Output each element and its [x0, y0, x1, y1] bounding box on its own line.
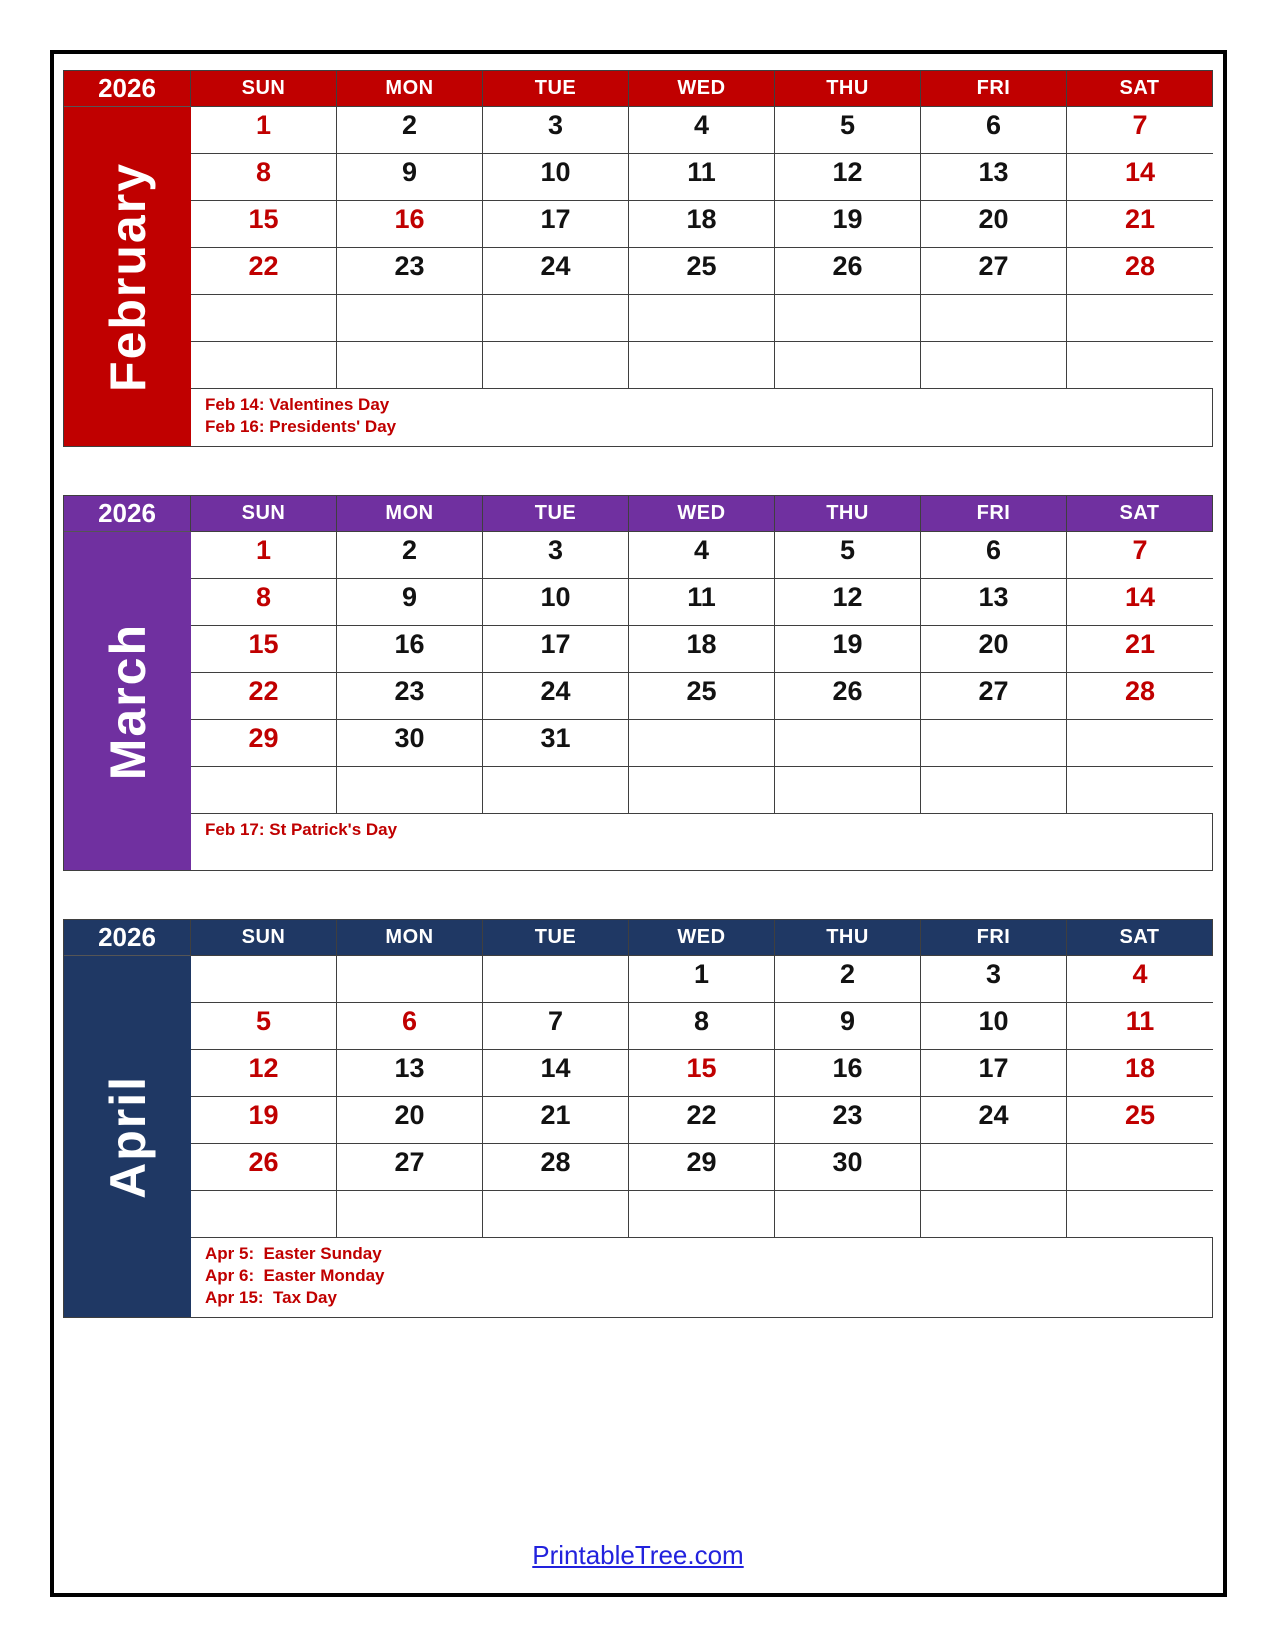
date-cell-empty [483, 767, 629, 814]
day-header-wed: WED [629, 920, 775, 956]
date-cell-empty [921, 720, 1067, 767]
date-cell-empty [775, 720, 921, 767]
day-header-sun: SUN [191, 496, 337, 532]
year-label: 2026 [64, 496, 191, 532]
date-cell-11: 11 [1067, 1003, 1213, 1050]
date-cell-empty [775, 767, 921, 814]
date-cell-2: 2 [775, 956, 921, 1003]
date-cell-empty [1067, 295, 1213, 342]
day-header-thu: THU [775, 71, 921, 107]
date-cell-15: 15 [191, 626, 337, 673]
date-cell-12: 12 [775, 154, 921, 201]
date-cell-14: 14 [1067, 154, 1213, 201]
date-cell-28: 28 [1067, 248, 1213, 295]
date-cell-25: 25 [629, 673, 775, 720]
date-cell-empty [337, 956, 483, 1003]
date-cell-empty [191, 767, 337, 814]
month-sidebar [64, 107, 191, 446]
date-cell-6: 6 [337, 1003, 483, 1050]
date-cell-8: 8 [191, 579, 337, 626]
printabletree-link[interactable]: PrintableTree.com [532, 1540, 744, 1570]
day-header-sat: SAT [1067, 920, 1213, 956]
date-cell-26: 26 [775, 248, 921, 295]
date-cell-3: 3 [483, 107, 629, 154]
date-cell-empty [483, 956, 629, 1003]
date-cell-19: 19 [775, 626, 921, 673]
march-calendar [63, 495, 1213, 871]
date-cell-1: 1 [629, 956, 775, 1003]
date-cell-empty [775, 1191, 921, 1238]
date-cell-22: 22 [191, 248, 337, 295]
date-cell-18: 18 [629, 201, 775, 248]
day-header-tue: TUE [483, 496, 629, 532]
date-cell-10: 10 [483, 154, 629, 201]
date-cell-19: 19 [775, 201, 921, 248]
date-cell-16: 16 [775, 1050, 921, 1097]
date-cell-25: 25 [629, 248, 775, 295]
month-name-label: February [99, 161, 156, 392]
date-cell-30: 30 [775, 1144, 921, 1191]
date-cell-empty [629, 767, 775, 814]
date-cell-7: 7 [1067, 532, 1213, 579]
holiday-note: Apr 15: Tax Day [205, 1288, 337, 1308]
month-name-label: April [99, 1074, 156, 1199]
day-header-tue: TUE [483, 920, 629, 956]
date-cell-2: 2 [337, 107, 483, 154]
date-cell-20: 20 [921, 626, 1067, 673]
date-cell-empty [629, 342, 775, 389]
day-header-mon: MON [337, 496, 483, 532]
date-cell-5: 5 [775, 532, 921, 579]
date-cell-24: 24 [483, 248, 629, 295]
date-cell-18: 18 [1067, 1050, 1213, 1097]
date-cell-empty [483, 1191, 629, 1238]
date-cell-empty [337, 767, 483, 814]
date-cell-28: 28 [483, 1144, 629, 1191]
date-cell-22: 22 [191, 673, 337, 720]
date-cell-4: 4 [629, 532, 775, 579]
date-cell-empty [921, 295, 1067, 342]
date-cell-3: 3 [483, 532, 629, 579]
day-header-sun: SUN [191, 71, 337, 107]
date-cell-6: 6 [921, 532, 1067, 579]
date-cell-17: 17 [483, 626, 629, 673]
date-cell-empty [191, 295, 337, 342]
day-header-fri: FRI [921, 496, 1067, 532]
calendar-page [50, 50, 1227, 1597]
date-cell-15: 15 [629, 1050, 775, 1097]
date-cell-empty [1067, 342, 1213, 389]
holiday-note: Feb 17: St Patrick's Day [205, 820, 398, 840]
holiday-note: Apr 6: Easter Monday [205, 1266, 385, 1286]
date-cell-28: 28 [1067, 673, 1213, 720]
year-label: 2026 [64, 71, 191, 107]
date-cell-16: 16 [337, 626, 483, 673]
holiday-note: Apr 5: Easter Sunday [205, 1244, 382, 1264]
date-cell-7: 7 [483, 1003, 629, 1050]
date-cell-19: 19 [191, 1097, 337, 1144]
date-cell-30: 30 [337, 720, 483, 767]
date-cell-20: 20 [337, 1097, 483, 1144]
date-cell-9: 9 [775, 1003, 921, 1050]
day-header-thu: THU [775, 496, 921, 532]
date-cell-15: 15 [191, 201, 337, 248]
date-cell-empty [1067, 720, 1213, 767]
february-calendar [63, 70, 1213, 447]
year-label: 2026 [64, 920, 191, 956]
date-cell-12: 12 [775, 579, 921, 626]
day-header-mon: MON [337, 920, 483, 956]
date-cell-17: 17 [921, 1050, 1067, 1097]
holiday-notes [191, 389, 1213, 446]
date-cell-29: 29 [629, 1144, 775, 1191]
date-cell-29: 29 [191, 720, 337, 767]
date-cell-9: 9 [337, 154, 483, 201]
date-cell-empty [629, 720, 775, 767]
date-cell-empty [1067, 1191, 1213, 1238]
day-header-wed: WED [629, 496, 775, 532]
date-cell-31: 31 [483, 720, 629, 767]
holiday-notes [191, 814, 1213, 870]
date-cell-1: 1 [191, 532, 337, 579]
date-cell-4: 4 [1067, 956, 1213, 1003]
date-cell-empty [775, 295, 921, 342]
month-sidebar [64, 532, 191, 870]
date-cell-21: 21 [1067, 626, 1213, 673]
date-cell-empty [629, 1191, 775, 1238]
date-cell-25: 25 [1067, 1097, 1213, 1144]
holiday-notes [191, 1238, 1213, 1317]
date-cell-6: 6 [921, 107, 1067, 154]
date-cell-23: 23 [775, 1097, 921, 1144]
date-cell-empty [337, 342, 483, 389]
date-cell-26: 26 [191, 1144, 337, 1191]
date-cell-11: 11 [629, 579, 775, 626]
date-cell-empty [483, 342, 629, 389]
date-cell-empty [775, 342, 921, 389]
day-header-fri: FRI [921, 920, 1067, 956]
date-cell-2: 2 [337, 532, 483, 579]
date-cell-empty [1067, 1144, 1213, 1191]
date-cell-14: 14 [483, 1050, 629, 1097]
date-cell-empty [921, 342, 1067, 389]
date-cell-8: 8 [191, 154, 337, 201]
day-header-sat: SAT [1067, 71, 1213, 107]
date-cell-21: 21 [483, 1097, 629, 1144]
date-cell-11: 11 [629, 154, 775, 201]
date-cell-empty [629, 295, 775, 342]
date-cell-14: 14 [1067, 579, 1213, 626]
date-cell-empty [337, 295, 483, 342]
date-cell-empty [483, 295, 629, 342]
date-cell-23: 23 [337, 248, 483, 295]
date-cell-26: 26 [775, 673, 921, 720]
date-cell-4: 4 [629, 107, 775, 154]
day-header-sat: SAT [1067, 496, 1213, 532]
month-name-label: March [99, 622, 156, 780]
date-cell-12: 12 [191, 1050, 337, 1097]
holiday-note: Feb 14: Valentines Day [205, 395, 390, 414]
date-cell-1: 1 [191, 107, 337, 154]
date-cell-empty [921, 767, 1067, 814]
date-cell-23: 23 [337, 673, 483, 720]
day-header-thu: THU [775, 920, 921, 956]
date-cell-empty [191, 956, 337, 1003]
day-header-tue: TUE [483, 71, 629, 107]
date-cell-3: 3 [921, 956, 1067, 1003]
day-header-wed: WED [629, 71, 775, 107]
date-cell-17: 17 [483, 201, 629, 248]
date-cell-13: 13 [337, 1050, 483, 1097]
date-cell-8: 8 [629, 1003, 775, 1050]
date-cell-5: 5 [775, 107, 921, 154]
date-cell-empty [191, 342, 337, 389]
date-cell-22: 22 [629, 1097, 775, 1144]
date-cell-20: 20 [921, 201, 1067, 248]
holiday-note: Feb 16: Presidents' Day [205, 417, 397, 437]
date-cell-13: 13 [921, 154, 1067, 201]
date-cell-16: 16 [337, 201, 483, 248]
date-cell-24: 24 [921, 1097, 1067, 1144]
date-cell-empty [921, 1144, 1067, 1191]
date-cell-21: 21 [1067, 201, 1213, 248]
date-cell-13: 13 [921, 579, 1067, 626]
date-cell-27: 27 [337, 1144, 483, 1191]
april-calendar [63, 919, 1213, 1318]
date-cell-27: 27 [921, 673, 1067, 720]
day-header-mon: MON [337, 71, 483, 107]
date-cell-18: 18 [629, 626, 775, 673]
date-cell-empty [337, 1191, 483, 1238]
date-cell-27: 27 [921, 248, 1067, 295]
month-sidebar [64, 956, 191, 1317]
day-header-sun: SUN [191, 920, 337, 956]
date-cell-10: 10 [921, 1003, 1067, 1050]
date-cell-24: 24 [483, 673, 629, 720]
footer [63, 1540, 1213, 1571]
date-cell-7: 7 [1067, 107, 1213, 154]
date-cell-9: 9 [337, 579, 483, 626]
date-cell-empty [191, 1191, 337, 1238]
date-cell-5: 5 [191, 1003, 337, 1050]
date-cell-10: 10 [483, 579, 629, 626]
date-cell-empty [1067, 767, 1213, 814]
day-header-fri: FRI [921, 71, 1067, 107]
date-cell-empty [921, 1191, 1067, 1238]
